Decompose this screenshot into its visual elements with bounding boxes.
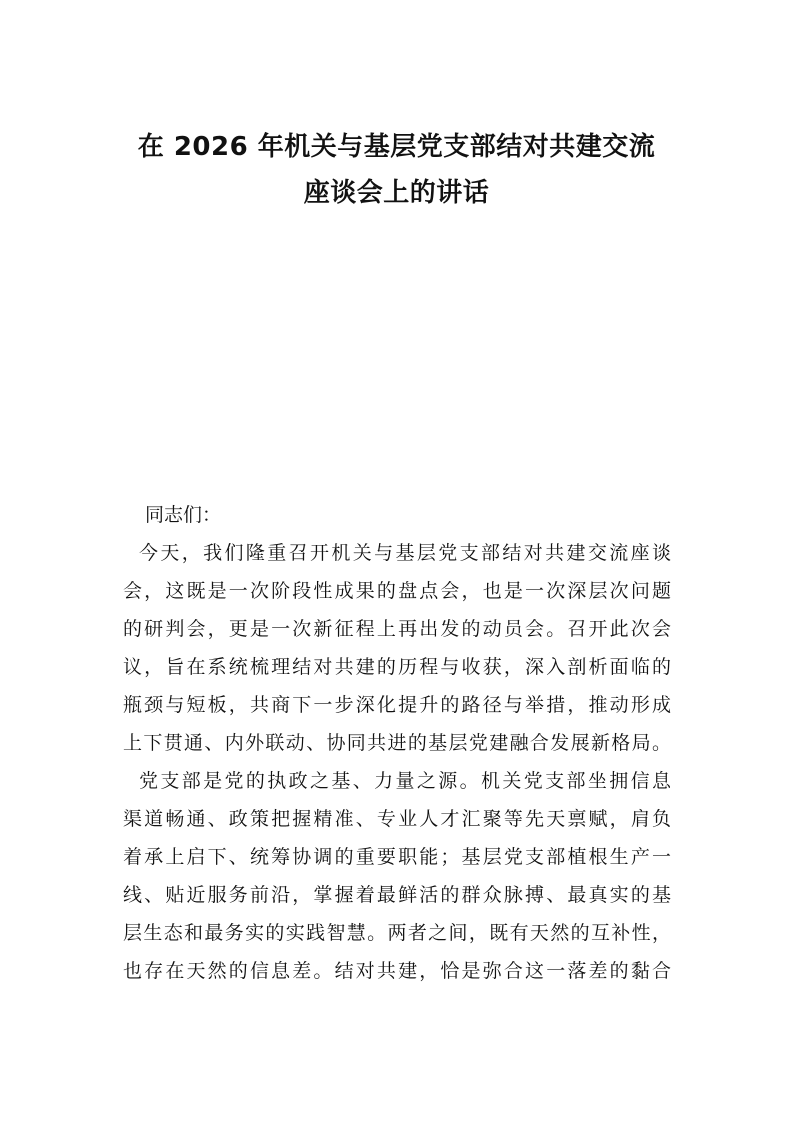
paragraph-line: 的研判会，更是一次新征程上再出发的动员会。召开此次会 (123, 618, 671, 640)
paragraph-1 (123, 534, 671, 762)
title-line-2: 座谈会上的讲话 (303, 178, 490, 208)
paragraph-line: 层生态和最务实的实践智慧。两者之间，既有天然的互补性， (123, 922, 671, 944)
paragraph-line: 也存在天然的信息差。结对共建，恰是弥合这一落差的黏合 (123, 960, 671, 982)
document-body (123, 496, 671, 990)
paragraph-line: 瓶颈与短板，共商下一步深化提升的路径与举措，推动形成 (123, 694, 671, 716)
paragraph-line: 上下贯通、内外联动、协同共进的基层党建融合发展新格局。 (123, 732, 671, 754)
paragraph-line: 会，这既是一次阶段性成果的盘点会，也是一次深层次问题 (123, 580, 671, 602)
paragraph-line: 着承上启下、统筹协调的重要职能；基层党支部植根生产一 (123, 846, 671, 868)
paragraph-2 (123, 762, 671, 990)
paragraph-line: 渠道畅通、政策把握精准、专业人才汇聚等先天禀赋，肩负 (123, 808, 671, 830)
title-line-1: 在 2026 年机关与基层党支部结对共建交流 (137, 132, 656, 162)
paragraph-line: 党支部是党的执政之基、力量之源。机关党支部坐拥信息 (139, 770, 671, 792)
paragraph-line: 议，旨在系统梳理结对共建的历程与收获，深入剖析面临的 (123, 656, 671, 678)
document-title (110, 124, 683, 216)
paragraph-line: 线、贴近服务前沿，掌握着最鲜活的群众脉搏、最真实的基 (123, 884, 671, 906)
salutation: 同志们： (145, 504, 222, 526)
paragraph-line: 今天，我们隆重召开机关与基层党支部结对共建交流座谈 (139, 542, 671, 564)
